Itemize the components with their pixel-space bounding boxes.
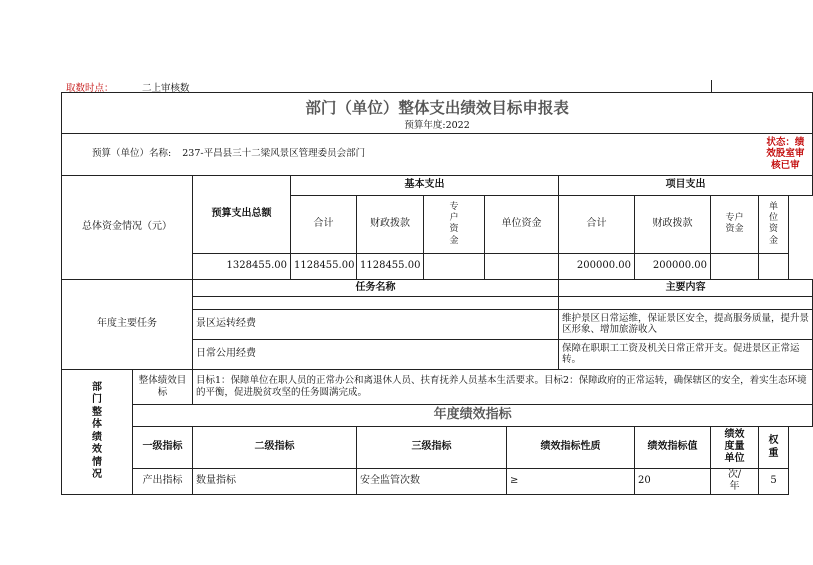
basic-fiscal-header: 财政拨款	[357, 195, 424, 253]
char: 重	[768, 448, 779, 460]
char: 情	[92, 456, 102, 468]
border-line	[711, 80, 712, 92]
char: 门	[92, 394, 102, 406]
task-content-header: 主要内容	[559, 279, 813, 296]
indicator-value: 20	[635, 468, 711, 494]
indicator-value-header: 绩效指标值	[635, 426, 711, 468]
form-title: 部门（单位）整体支出绩效目标申报表	[305, 99, 569, 117]
project-total-value: 200000.00	[559, 253, 635, 279]
task-name: 景区运转经费	[193, 309, 559, 339]
level3-indicator: 安全监管次数	[357, 468, 507, 494]
weight-value: 5	[759, 468, 789, 494]
char: 金	[449, 235, 459, 246]
char: 体	[92, 419, 102, 431]
unit-name-cell	[62, 133, 759, 175]
weight-header	[759, 426, 789, 468]
basic-total-header: 合计	[291, 195, 357, 253]
basic-special-account-header	[424, 195, 485, 253]
level1-indicator-header: 一级指标	[133, 426, 193, 468]
form-title-cell	[62, 93, 813, 119]
task-name-header: 任务名称	[193, 279, 559, 296]
total-expense-value: 1328455.00	[193, 253, 291, 279]
project-fiscal-value: 200000.00	[635, 253, 711, 279]
text-line: 次/	[727, 469, 742, 481]
tasks-row-label: 年度主要任务	[62, 279, 193, 369]
char: 户	[449, 213, 459, 224]
measure-unit-header	[711, 426, 759, 468]
task-content: 维护景区日常运维，保证景区安全，提高服务质量，提升景区形象、增加旅游收入	[559, 309, 813, 339]
text-line: 度量	[724, 441, 745, 453]
data-time-value: 二上审核数	[142, 83, 190, 94]
basic-special-account-value	[424, 253, 485, 279]
budget-year: 预算年度:2022	[404, 119, 470, 131]
overall-goal-text: 目标1：保障单位在职人员的正常办公和离退休人员、扶育抚养人员基本生活要求。目标2：保障政府的正常运转，确保辖区的安全，着实生态环境的平衡，促进脱贫攻坚的任务圆满完成。	[193, 369, 813, 404]
department-performance-label	[62, 369, 133, 494]
project-special-account-value	[711, 253, 759, 279]
project-expense-header: 项目支出	[559, 175, 813, 195]
performance-form-table	[61, 92, 813, 495]
project-unit-funds-value	[759, 253, 789, 279]
status-line: 核已审	[771, 160, 800, 172]
char: 资	[768, 224, 778, 235]
task-content: 保障在职职工工资及机关日常正常开支。促进景区正常运转。	[559, 339, 813, 369]
level3-indicator-header: 三级指标	[357, 426, 507, 468]
char: 金	[768, 235, 778, 246]
char: 部	[92, 381, 102, 393]
project-total-header: 合计	[559, 195, 635, 253]
level1-indicator: 产出指标	[133, 468, 193, 494]
total-expense-header: 预算支出总额	[193, 175, 291, 253]
annual-indicators-title: 年度绩效指标	[133, 404, 813, 426]
approval-status	[759, 133, 813, 175]
indicator-nature: ≥	[507, 468, 635, 494]
funds-row-label: 总体资金情况（元）	[62, 175, 193, 279]
char: 专	[449, 201, 459, 212]
status-line: 效股室审	[766, 148, 805, 160]
basic-unit-funds-value	[485, 253, 559, 279]
char: 单	[768, 201, 778, 212]
char: 位	[768, 213, 778, 224]
basic-unit-funds-header: 单位资金	[485, 195, 559, 253]
indicator-nature-header: 绩效指标性质	[507, 426, 635, 468]
status-line: 状态：绩	[766, 136, 805, 148]
project-unit-funds-header	[759, 195, 789, 253]
char: 效	[92, 444, 102, 456]
measure-unit	[711, 468, 759, 494]
project-fiscal-header: 财政拨款	[635, 195, 711, 253]
unit-name-value: 237-平昌县三十二梁风景区管理委员会部门	[182, 148, 366, 160]
text-line: 年	[729, 481, 740, 493]
char: 况	[92, 469, 102, 481]
level2-indicator-header: 二级指标	[193, 426, 357, 468]
overall-goal-label: 整体绩效目标	[133, 369, 193, 404]
char: 绩	[92, 431, 102, 443]
data-time-label: 取数时点：	[66, 83, 114, 94]
text-line: 专户	[725, 213, 744, 224]
char: 权	[768, 435, 779, 447]
text-line: 资金	[725, 224, 744, 235]
basic-total-value: 1128455.00	[291, 253, 357, 279]
task-content-empty	[559, 296, 813, 309]
task-name: 日常公用经费	[193, 339, 559, 369]
char: 整	[92, 406, 102, 418]
char: 资	[449, 224, 459, 235]
basic-expense-header: 基本支出	[291, 175, 559, 195]
unit-name-label: 预算（单位）名称:	[92, 148, 172, 160]
basic-fiscal-value: 1128455.00	[357, 253, 424, 279]
level2-indicator: 数量指标	[193, 468, 357, 494]
task-name-empty	[193, 296, 559, 309]
text-line: 绩效	[724, 429, 745, 441]
text-line: 单位	[724, 453, 745, 465]
budget-year-cell	[62, 118, 813, 133]
project-special-account-header	[711, 195, 759, 253]
